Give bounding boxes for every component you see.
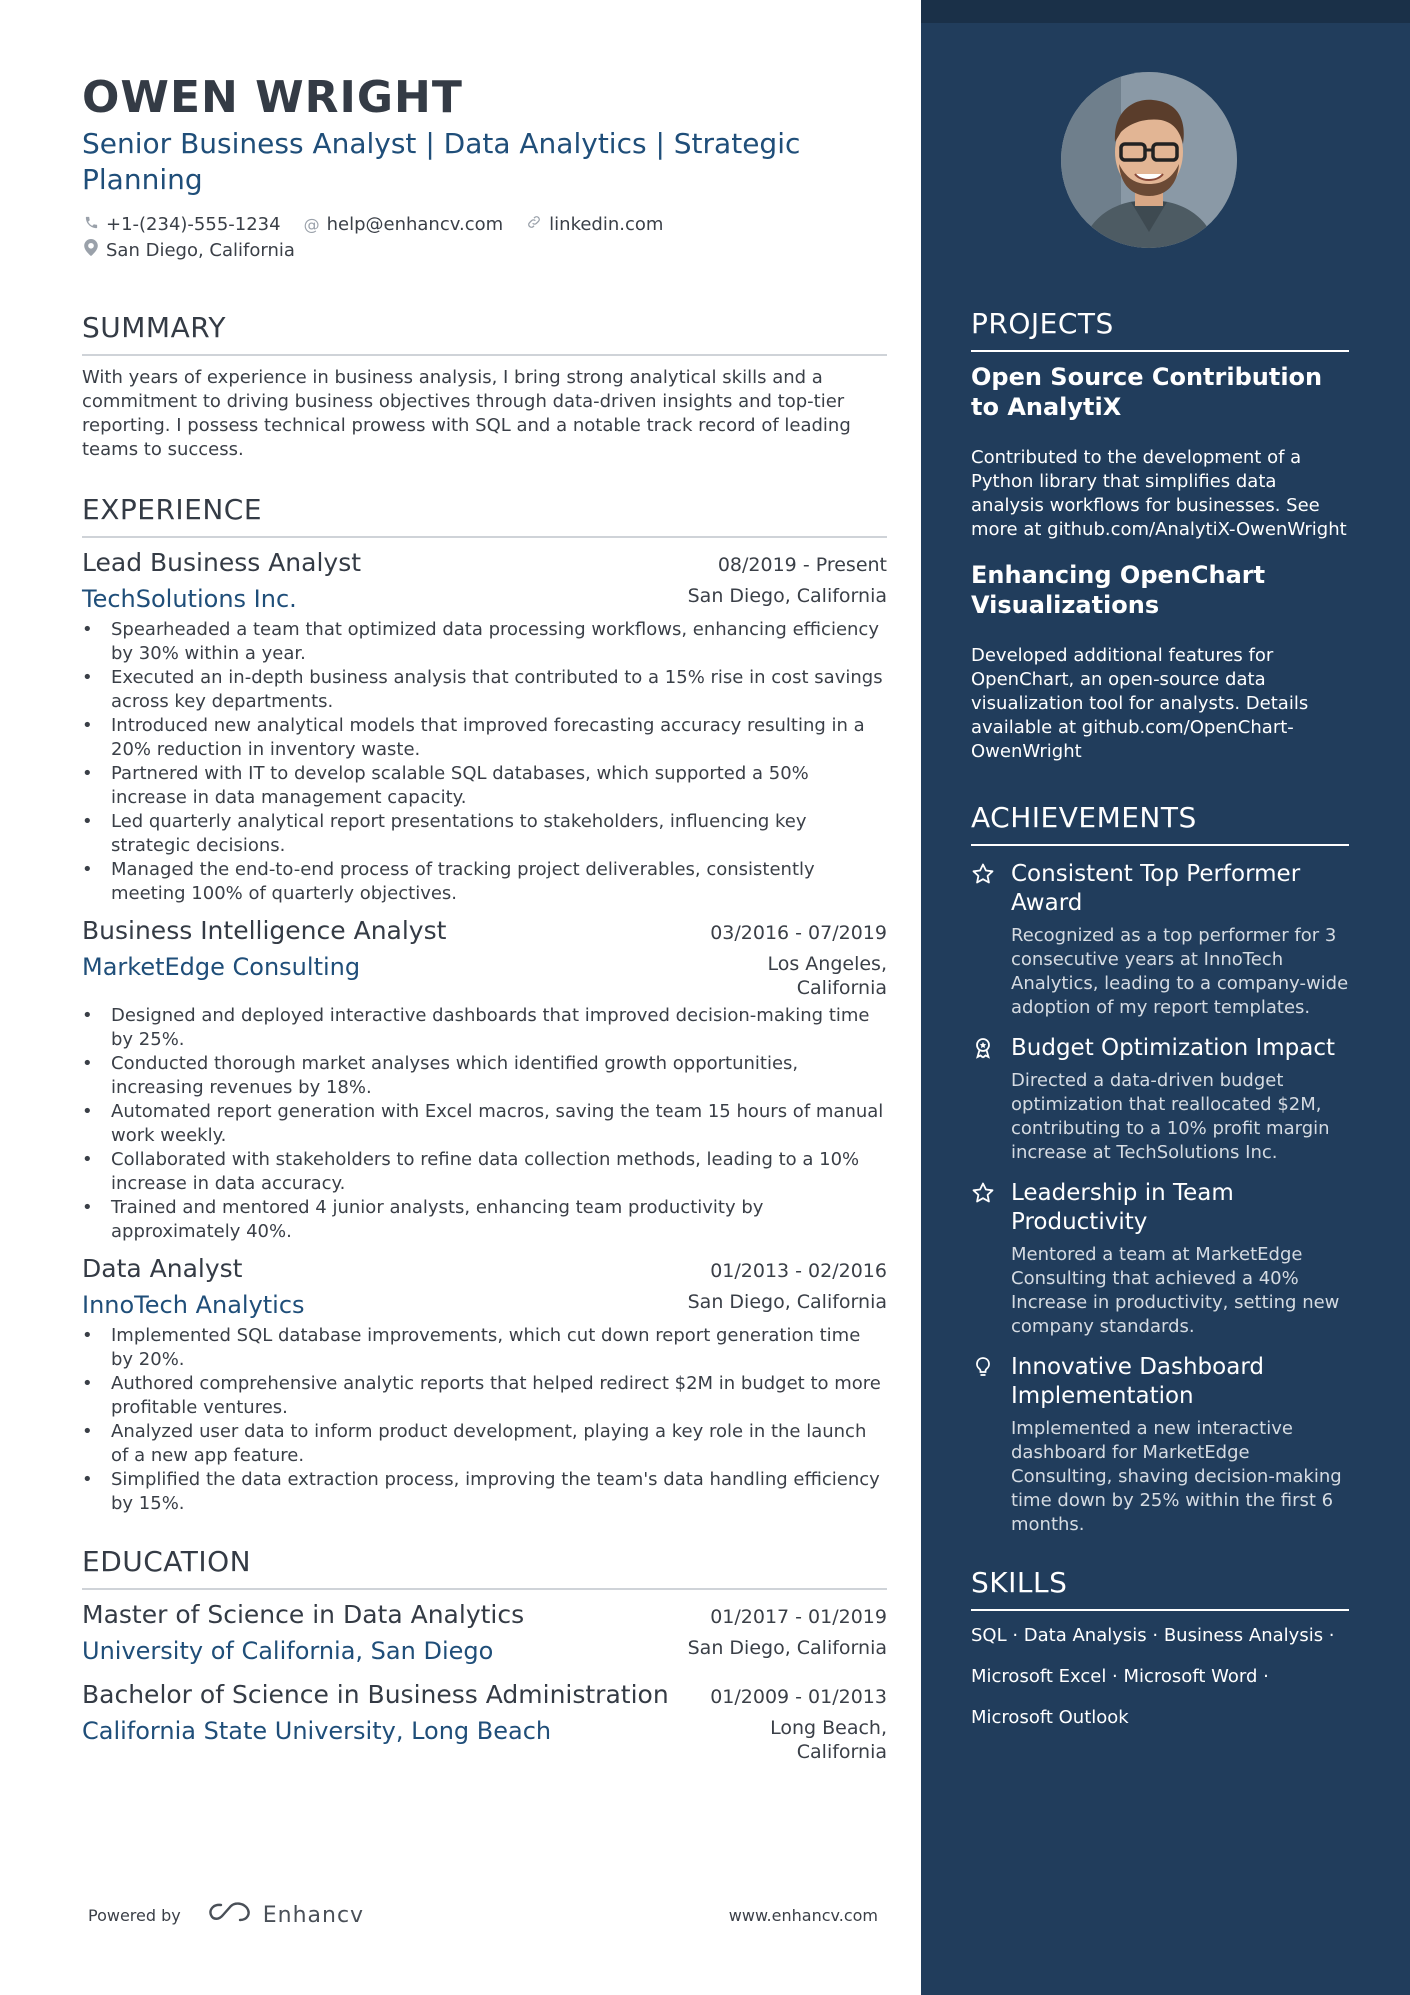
list-item: • Implemented SQL database improvements, which cut down report generation time by 20%. (82, 1324, 887, 1372)
skills-section (971, 1565, 1349, 1738)
contact-phone (82, 212, 281, 238)
education-dates: 01/2009 - 01/2013 (710, 1686, 887, 1708)
job-company: TechSolutions Inc. (82, 585, 297, 613)
candidate-name: OWEN WRIGHT (82, 72, 463, 123)
projects-section (971, 306, 1349, 764)
experience-entry (82, 914, 887, 1244)
job-bullets (82, 1324, 887, 1516)
footer-url[interactable]: www.enhancv.com (728, 1905, 878, 1925)
skills-line: Microsoft Outlook (971, 1707, 1129, 1728)
list-item: • Managed the end-to-end process of tracking project deliverables, consistently meeting 100% of quarterly objectives. (82, 858, 887, 906)
education-section (82, 1544, 887, 1764)
enhancv-logo-icon (207, 1900, 253, 1930)
degree-title: Bachelor of Science in Business Administration (82, 1680, 669, 1709)
list-item: • Executed an in-depth business analysis that contributed to a 15% rise in cost savings across key departments. (82, 666, 887, 714)
achievement-description: Implemented a new interactive dashboard for MarketEdge Consulting, shaving decision-making time down by 25% within the first 6 months. (1011, 1418, 1342, 1535)
achievement-entry (971, 1353, 1349, 1537)
medal-icon (971, 1034, 1011, 1165)
achievement-description: Recognized as a top performer for 3 consecutive years at InnoTech Analytics, leading to a company-wide adoption of my report templates. (1011, 925, 1349, 1018)
achievement-title: Budget Optimization Impact (1011, 1035, 1336, 1061)
job-dates: 08/2019 - Present (717, 554, 887, 576)
achievement-entry (971, 1034, 1349, 1165)
candidate-headline: Senior Business Analyst | Data Analytics | Strategic Planning (82, 127, 801, 196)
lightbulb-icon (971, 1353, 1011, 1537)
job-bullets (82, 618, 887, 906)
school-name: University of California, San Diego (82, 1637, 494, 1665)
page-footer (88, 1900, 878, 1930)
job-title: Data Analyst (82, 1254, 243, 1283)
achievement-title: Leadership in Team Productivity (1011, 1180, 1234, 1235)
contact-email[interactable] (303, 212, 504, 238)
contact-linkedin[interactable] (525, 212, 663, 238)
list-item: • Introduced new analytical models that improved forecasting accuracy resulting in a 20% reduction in inventory waste. (82, 714, 887, 762)
job-title: Business Intelligence Analyst (82, 916, 447, 945)
list-item: • Conducted thorough market analyses which identified growth opportunities, increasing revenues by 18%. (82, 1052, 887, 1100)
star-icon (971, 1179, 1011, 1339)
experience-heading: EXPERIENCE (82, 492, 887, 538)
job-location-line: California (796, 977, 887, 999)
skills-heading: SKILLS (971, 1565, 1349, 1611)
project-description: Developed additional features for OpenChart, an open-source data visualization tool for analysts. Details available at github.com/OpenChart-OwenWright (971, 645, 1309, 762)
education-heading: EDUCATION (82, 1544, 887, 1590)
location-text: San Diego, California (106, 240, 295, 261)
job-company: MarketEdge Consulting (82, 953, 361, 981)
list-item: • Partnered with IT to develop scalable SQL databases, which supported a 50% increase in data management capacity. (82, 762, 887, 810)
powered-by-label: Powered by (88, 1905, 181, 1925)
summary-heading: SUMMARY (82, 310, 887, 356)
list-item: • Analyzed user data to inform product development, playing a key role in the launch of a new app feature. (82, 1420, 887, 1468)
list-item: • Collaborated with stakeholders to refine data collection methods, leading to a 10% increase in data accuracy. (82, 1148, 887, 1196)
achievement-description: Directed a data-driven budget optimization that reallocated $2M, contributing to a 10% profit margin increase at TechSolutions Inc. (1011, 1070, 1330, 1163)
projects-heading: PROJECTS (971, 306, 1349, 352)
education-entry (82, 1598, 887, 1666)
job-location (767, 952, 887, 1000)
skills-line: SQL · Data Analysis · Business Analysis · (971, 1625, 1335, 1646)
job-location: San Diego, California (687, 585, 887, 607)
degree-title: Master of Science in Data Analytics (82, 1600, 525, 1629)
list-item: • Authored comprehensive analytic reports that helped redirect $2M in budget to more profitable ventures. (82, 1372, 887, 1420)
sidebar-content (971, 0, 1349, 1738)
achievements-heading: ACHIEVEMENTS (971, 800, 1349, 846)
achievement-title: Consistent Top Performer Award (1011, 861, 1301, 916)
link-icon (525, 212, 543, 238)
list-item: • Led quarterly analytical report presentations to stakeholders, influencing key strategic decisions. (82, 810, 887, 858)
achievements-section (971, 800, 1349, 1537)
sidebar (921, 0, 1410, 1995)
job-bullets (82, 1004, 887, 1244)
brand-logo[interactable] (207, 1900, 364, 1930)
project-description: Contributed to the development of a Python library that simplifies data analysis workflows for businesses. See more at github.com/AnalytiX-OwenWright (971, 447, 1347, 540)
education-dates: 01/2017 - 01/2019 (710, 1606, 887, 1628)
contact-location (82, 238, 295, 264)
linkedin-text: linkedin.com (549, 214, 664, 235)
achievement-title: Innovative Dashboard Implementation (1011, 1354, 1264, 1409)
list-item: • Automated report generation with Excel macros, saving the team 15 hours of manual work weekly. (82, 1100, 887, 1148)
school-location: San Diego, California (687, 1637, 887, 1659)
star-icon (971, 860, 1011, 1020)
list-item: • Trained and mentored 4 junior analysts, enhancing team productivity by approximately 40%. (82, 1196, 887, 1244)
achievement-entry (971, 1179, 1349, 1339)
experience-entry (82, 1252, 887, 1516)
school-location-line: California (796, 1741, 887, 1763)
job-dates: 03/2016 - 07/2019 (710, 922, 887, 944)
skills-list (971, 1615, 1349, 1738)
job-dates: 01/2013 - 02/2016 (710, 1260, 887, 1282)
summary-section (82, 310, 887, 462)
list-item: • Spearheaded a team that optimized data processing workflows, enhancing efficiency by 30% within a year. (82, 618, 887, 666)
location-pin-icon (82, 238, 100, 264)
skills-line: Microsoft Excel · Microsoft Word · (971, 1666, 1269, 1687)
list-item: • Designed and deployed interactive dashboards that improved decision-making time by 25%. (82, 1004, 887, 1052)
at-icon: @ (303, 215, 320, 234)
school-location-line: Long Beach, (770, 1717, 887, 1739)
phone-text: +1-(234)-555-1234 (106, 214, 281, 235)
phone-icon (82, 212, 100, 238)
school-location (770, 1716, 887, 1764)
experience-section (82, 492, 887, 1516)
contact-info (82, 212, 887, 264)
list-item: • Simplified the data extraction process, improving the team's data handling efficiency by 15%. (82, 1468, 887, 1516)
job-company: InnoTech Analytics (82, 1291, 305, 1319)
brand-name: Enhancv (262, 1902, 365, 1928)
project-title: Open Source Contribution to AnalytiX (971, 363, 1323, 421)
job-location-line: Los Angeles, (767, 953, 887, 975)
summary-text: With years of experience in business analysis, I bring strong analytical skills and a commitment to driving business objectives through data-driven insights and top-tier reporting. I possess technical prowess with SQL and a notable track record of leading teams to success. (82, 367, 851, 460)
powered-by (88, 1900, 364, 1930)
experience-entry (82, 546, 887, 906)
job-title: Lead Business Analyst (82, 548, 362, 577)
school-name: California State University, Long Beach (82, 1717, 552, 1745)
main-content (82, 72, 887, 1764)
project-entry (971, 362, 1349, 542)
job-location: San Diego, California (687, 1291, 887, 1313)
email-text: help@enhancv.com (326, 214, 504, 235)
project-title: Enhancing OpenChart Visualizations (971, 561, 1266, 619)
achievement-description: Mentored a team at MarketEdge Consulting that achieved a 40% Increase in productivity, setting new company standards. (1011, 1244, 1340, 1337)
education-entry (82, 1678, 887, 1764)
achievement-entry (971, 860, 1349, 1020)
project-entry (971, 560, 1349, 764)
